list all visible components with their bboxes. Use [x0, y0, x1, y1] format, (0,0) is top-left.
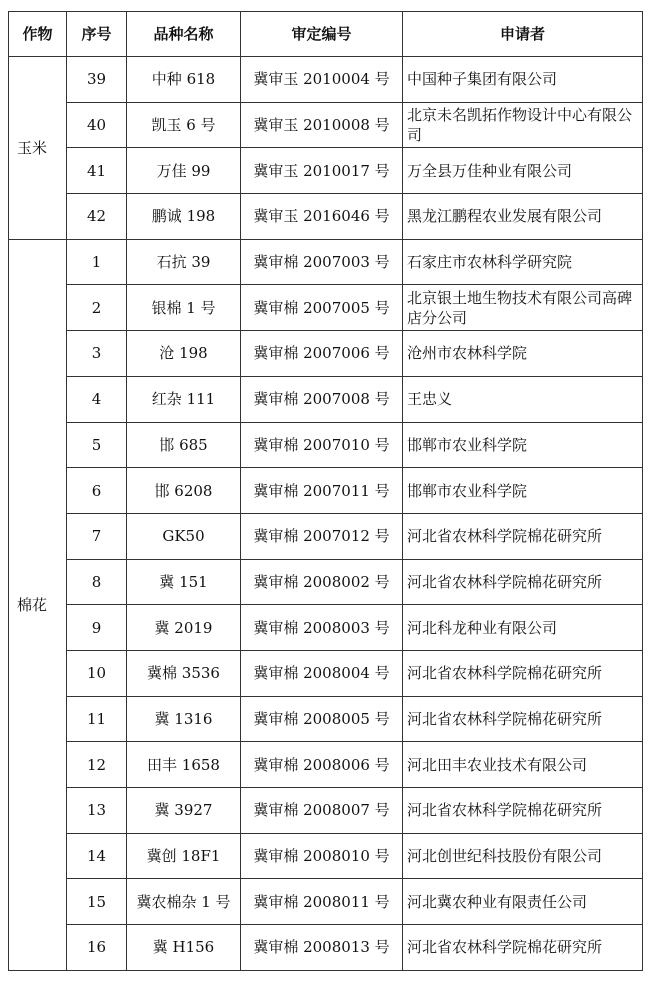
- applicant-cell: 河北省农林科学院棉花研究所: [403, 559, 643, 605]
- table-row: [9, 376, 643, 422]
- variety-name-cell: 冀棉 3536: [127, 650, 241, 696]
- approval-code-cell: 冀审棉 2007006 号: [241, 331, 403, 377]
- table-row: [9, 559, 643, 605]
- variety-name-cell: 沧 198: [127, 331, 241, 377]
- table-row: [9, 742, 643, 788]
- table-row: [9, 788, 643, 834]
- variety-name-cell: 万佳 99: [127, 148, 241, 194]
- approval-code-cell: 冀审棉 2007008 号: [241, 376, 403, 422]
- number-cell: 10: [67, 650, 127, 696]
- header-applicant: 申请者: [403, 12, 643, 57]
- variety-name-cell: 冀创 18F1: [127, 833, 241, 879]
- approval-code-cell: 冀审棉 2008006 号: [241, 742, 403, 788]
- approval-code-cell: 冀审棉 2007012 号: [241, 513, 403, 559]
- variety-name-cell: 冀 H156: [127, 925, 241, 971]
- table-row: [9, 57, 643, 103]
- variety-name-cell: 冀农棉杂 1 号: [127, 879, 241, 925]
- number-cell: 15: [67, 879, 127, 925]
- table-row: [9, 833, 643, 879]
- variety-name-cell: 红杂 111: [127, 376, 241, 422]
- applicant-cell: 河北省农林科学院棉花研究所: [403, 696, 643, 742]
- approval-code-cell: 冀审棉 2008011 号: [241, 879, 403, 925]
- number-cell: 7: [67, 513, 127, 559]
- table-row: [9, 239, 643, 285]
- number-cell: 12: [67, 742, 127, 788]
- variety-name-cell: 中种 618: [127, 57, 241, 103]
- table-header: [9, 12, 643, 57]
- applicant-cell: 北京银土地生物技术有限公司高碑店分公司: [403, 285, 643, 331]
- number-cell: 13: [67, 788, 127, 834]
- approval-code-cell: 冀审棉 2007003 号: [241, 239, 403, 285]
- approval-code-cell: 冀审棉 2008007 号: [241, 788, 403, 834]
- applicant-cell: 沧州市农林科学院: [403, 331, 643, 377]
- applicant-cell: 邯郸市农业科学院: [403, 468, 643, 514]
- table-row: [9, 285, 643, 331]
- table-row: [9, 331, 643, 377]
- approval-code-cell: 冀审棉 2008005 号: [241, 696, 403, 742]
- variety-name-cell: 冀 151: [127, 559, 241, 605]
- table-row: [9, 879, 643, 925]
- approval-code-cell: 冀审玉 2016046 号: [241, 194, 403, 240]
- table-body: [9, 57, 643, 971]
- applicant-cell: 河北科龙种业有限公司: [403, 605, 643, 651]
- approval-code-cell: 冀审玉 2010017 号: [241, 148, 403, 194]
- approval-code-cell: 冀审棉 2008003 号: [241, 605, 403, 651]
- approval-code-cell: 冀审棉 2008004 号: [241, 650, 403, 696]
- number-cell: 42: [67, 194, 127, 240]
- approval-code-cell: 冀审棉 2007011 号: [241, 468, 403, 514]
- crop-cell: 玉米: [9, 57, 67, 240]
- applicant-cell: 王忠义: [403, 376, 643, 422]
- variety-name-cell: 冀 3927: [127, 788, 241, 834]
- number-cell: 6: [67, 468, 127, 514]
- applicant-cell: 河北创世纪科技股份有限公司: [403, 833, 643, 879]
- applicant-cell: 河北田丰农业技术有限公司: [403, 742, 643, 788]
- applicant-cell: 河北省农林科学院棉花研究所: [403, 788, 643, 834]
- crop-cell: 棉花: [9, 239, 67, 970]
- applicant-cell: 北京未名凯拓作物设计中心有限公司: [403, 102, 643, 148]
- approval-code-cell: 冀审棉 2008002 号: [241, 559, 403, 605]
- table-row: [9, 422, 643, 468]
- table-row: [9, 925, 643, 971]
- number-cell: 2: [67, 285, 127, 331]
- number-cell: 16: [67, 925, 127, 971]
- variety-name-cell: 石抗 39: [127, 239, 241, 285]
- number-cell: 11: [67, 696, 127, 742]
- approval-code-cell: 冀审棉 2007005 号: [241, 285, 403, 331]
- applicant-cell: 石家庄市农林科学研究院: [403, 239, 643, 285]
- header-variety-name: 品种名称: [127, 12, 241, 57]
- approval-code-cell: 冀审玉 2010004 号: [241, 57, 403, 103]
- variety-name-cell: 田丰 1658: [127, 742, 241, 788]
- applicant-cell: 河北省农林科学院棉花研究所: [403, 513, 643, 559]
- approval-code-cell: 冀审棉 2008013 号: [241, 925, 403, 971]
- number-cell: 14: [67, 833, 127, 879]
- approval-code-cell: 冀审玉 2010008 号: [241, 102, 403, 148]
- table-row: [9, 468, 643, 514]
- applicant-cell: 河北省农林科学院棉花研究所: [403, 650, 643, 696]
- variety-name-cell: 邯 685: [127, 422, 241, 468]
- number-cell: 41: [67, 148, 127, 194]
- header-approval-code: 审定编号: [241, 12, 403, 57]
- applicant-cell: 河北冀农种业有限责任公司: [403, 879, 643, 925]
- table-row: [9, 148, 643, 194]
- approval-code-cell: 冀审棉 2008010 号: [241, 833, 403, 879]
- applicant-cell: 中国种子集团有限公司: [403, 57, 643, 103]
- variety-name-cell: 冀 1316: [127, 696, 241, 742]
- table-row: [9, 650, 643, 696]
- approval-code-cell: 冀审棉 2007010 号: [241, 422, 403, 468]
- number-cell: 8: [67, 559, 127, 605]
- header-row: [9, 12, 643, 57]
- table-row: [9, 194, 643, 240]
- number-cell: 5: [67, 422, 127, 468]
- table-row: [9, 605, 643, 651]
- number-cell: 39: [67, 57, 127, 103]
- applicant-cell: 黑龙江鹏程农业发展有限公司: [403, 194, 643, 240]
- number-cell: 3: [67, 331, 127, 377]
- variety-name-cell: 冀 2019: [127, 605, 241, 651]
- table-row: [9, 102, 643, 148]
- number-cell: 4: [67, 376, 127, 422]
- number-cell: 40: [67, 102, 127, 148]
- variety-name-cell: 银棉 1 号: [127, 285, 241, 331]
- header-number: 序号: [67, 12, 127, 57]
- variety-name-cell: 鹏诚 198: [127, 194, 241, 240]
- applicant-cell: 邯郸市农业科学院: [403, 422, 643, 468]
- variety-name-cell: 凯玉 6 号: [127, 102, 241, 148]
- number-cell: 1: [67, 239, 127, 285]
- applicant-cell: 万全县万佳种业有限公司: [403, 148, 643, 194]
- table-row: [9, 513, 643, 559]
- variety-name-cell: GK50: [127, 513, 241, 559]
- header-crop: 作物: [9, 12, 67, 57]
- applicant-cell: 河北省农林科学院棉花研究所: [403, 925, 643, 971]
- table-row: [9, 696, 643, 742]
- variety-name-cell: 邯 6208: [127, 468, 241, 514]
- variety-table: [8, 11, 643, 971]
- number-cell: 9: [67, 605, 127, 651]
